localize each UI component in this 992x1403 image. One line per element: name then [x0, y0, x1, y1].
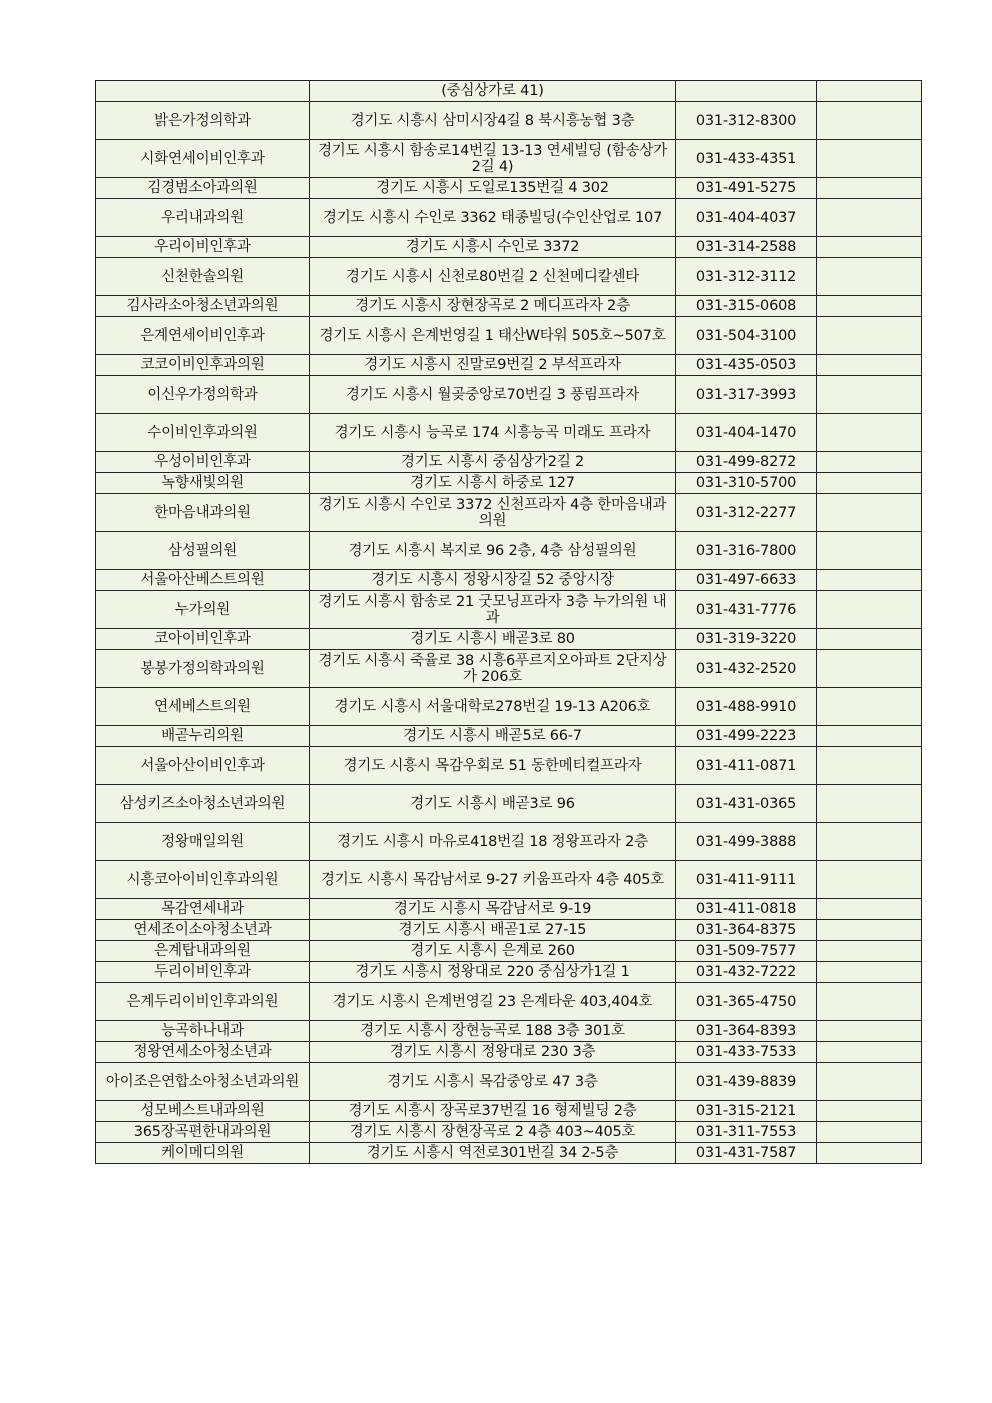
note-cell — [817, 899, 922, 920]
address-cell — [310, 473, 676, 494]
clinic-name-text: 밝은가정의학과 — [154, 112, 251, 129]
note-cell — [817, 178, 922, 199]
address-text: 경기도 시흥시 은계번영길 1 태산W타워 505호~507호 — [319, 327, 666, 344]
note-cell — [817, 532, 922, 570]
note-cell — [817, 140, 922, 178]
table-row — [96, 237, 922, 258]
table-row — [96, 785, 922, 823]
clinic-name-text: 성모베스트내과의원 — [140, 1103, 265, 1119]
clinic-name-text: 김사라소아청소년과의원 — [126, 298, 279, 314]
address-cell — [310, 414, 676, 452]
note-cell — [817, 941, 922, 962]
phone-text: 031-433-7533 — [695, 1044, 797, 1060]
table-row — [96, 823, 922, 861]
clinic-name-cell — [96, 1143, 310, 1164]
phone-text: 031-435-0503 — [695, 357, 797, 373]
phone-cell — [676, 199, 817, 237]
phone-cell — [676, 140, 817, 178]
address-text: 경기도 시흥시 정왕대로 230 3층 — [389, 1044, 596, 1060]
note-cell — [817, 296, 922, 317]
address-cell — [310, 570, 676, 591]
clinic-name-cell — [96, 650, 310, 688]
phone-text: 031-411-0818 — [695, 901, 797, 917]
clinic-name-text: 이신우가정의학과 — [147, 386, 258, 403]
phone-cell — [676, 823, 817, 861]
phone-cell — [676, 532, 817, 570]
phone-text: 031-504-3100 — [695, 327, 797, 344]
address-text: 경기도 시흥시 수인로 3372 신천프라자 4층 한마음내과의원 — [318, 496, 667, 529]
address-cell — [310, 726, 676, 747]
address-cell — [310, 452, 676, 473]
note-cell — [817, 494, 922, 532]
phone-cell — [676, 726, 817, 747]
clinic-name-text: 정왕매일의원 — [161, 833, 244, 850]
phone-text: 031-432-7222 — [695, 964, 797, 980]
note-cell — [817, 452, 922, 473]
phone-text: 031-509-7577 — [695, 943, 797, 959]
clinic-name-text: 김경범소아과의원 — [147, 180, 258, 196]
clinic-name-cell — [96, 1063, 310, 1101]
phone-text: 031-364-8375 — [695, 922, 797, 938]
clinic-name-cell — [96, 414, 310, 452]
address-cell — [310, 355, 676, 376]
clinic-name-cell — [96, 920, 310, 941]
address-text: 경기도 시흥시 도일로135번길 4 302 — [376, 180, 609, 196]
phone-text: 031-315-0608 — [695, 298, 797, 314]
clinic-name-cell — [96, 785, 310, 823]
address-text: 경기도 시흥시 정왕시장길 52 중앙시장 — [371, 572, 614, 588]
phone-text: 031-316-7800 — [695, 542, 797, 559]
note-cell — [817, 920, 922, 941]
table-row — [96, 688, 922, 726]
phone-cell — [676, 570, 817, 591]
phone-text: 031-439-8839 — [695, 1073, 797, 1090]
address-cell — [310, 920, 676, 941]
table-row — [96, 962, 922, 983]
table-row — [96, 473, 922, 494]
phone-cell — [676, 650, 817, 688]
address-text: 경기도 시흥시 진말로9번길 2 부석프라자 — [364, 357, 621, 373]
phone-cell — [676, 688, 817, 726]
phone-text: 031-364-8393 — [695, 1023, 797, 1039]
clinic-name-cell — [96, 899, 310, 920]
address-text: 경기도 시흥시 능곡로 174 시흥능곡 미래도 프라자 — [334, 424, 651, 441]
table-row — [96, 1042, 922, 1063]
note-cell — [817, 785, 922, 823]
phone-cell — [676, 1101, 817, 1122]
clinic-name-text: 코아이비인후과 — [154, 631, 251, 647]
clinic-name-cell — [96, 81, 310, 102]
address-text: 경기도 시흥시 함송로 21 굿모닝프라자 3층 누가의원 내과 — [318, 593, 667, 626]
phone-text: 031-311-7553 — [695, 1124, 797, 1140]
address-cell — [310, 650, 676, 688]
phone-cell — [676, 102, 817, 140]
phone-cell — [676, 899, 817, 920]
phone-cell — [676, 376, 817, 414]
address-cell — [310, 629, 676, 650]
address-cell — [310, 785, 676, 823]
clinic-name-cell — [96, 237, 310, 258]
table-row — [96, 81, 922, 102]
clinic-name-cell — [96, 473, 310, 494]
address-cell — [310, 199, 676, 237]
phone-cell — [676, 1042, 817, 1063]
note-cell — [817, 355, 922, 376]
clinic-name-cell — [96, 355, 310, 376]
clinic-name-text: 한마음내과의원 — [154, 504, 251, 521]
clinic-name-cell — [96, 296, 310, 317]
clinic-name-text: 연세조이소아청소년과 — [133, 922, 272, 938]
address-text: 경기도 시흥시 배곧1로 27-15 — [398, 922, 587, 938]
address-text: 경기도 시흥시 수인로 3372 — [405, 239, 580, 255]
clinic-name-text: 수이비인후과의원 — [147, 424, 258, 441]
clinic-name-cell — [96, 1101, 310, 1122]
address-text: 경기도 시흥시 배곧3로 96 — [410, 795, 575, 812]
note-cell — [817, 962, 922, 983]
phone-cell — [676, 983, 817, 1021]
phone-text: 031-319-3220 — [695, 631, 797, 647]
clinic-name-cell — [96, 570, 310, 591]
address-text: 경기도 시흥시 장현장곡로 2 4층 403~405호 — [349, 1124, 636, 1140]
clinic-name-text: 365장곡편한내과의원 — [133, 1124, 272, 1140]
phone-cell — [676, 747, 817, 785]
phone-text: 031-310-5700 — [695, 475, 797, 491]
note-cell — [817, 237, 922, 258]
table-row — [96, 591, 922, 629]
address-text: 경기도 시흥시 목감중앙로 47 3층 — [387, 1073, 598, 1090]
address-cell — [310, 317, 676, 355]
address-text: 경기도 시흥시 장현장곡로 2 메디프라자 2층 — [355, 298, 630, 314]
address-text: 경기도 시흥시 장곡로37번길 16 형제빌딩 2층 — [348, 1103, 637, 1119]
clinic-name-text: 아이조은연합소아청소년과의원 — [105, 1073, 300, 1090]
note-cell — [817, 258, 922, 296]
address-cell — [310, 1143, 676, 1164]
clinic-name-cell — [96, 102, 310, 140]
phone-cell — [676, 941, 817, 962]
address-text: 경기도 시흥시 수인로 3362 태종빌딩(수인산업로 107 — [322, 209, 663, 226]
note-cell — [817, 823, 922, 861]
table-row — [96, 317, 922, 355]
clinic-name-cell — [96, 199, 310, 237]
phone-cell — [676, 296, 817, 317]
table-row — [96, 1122, 922, 1143]
table-row — [96, 1101, 922, 1122]
phone-cell — [676, 317, 817, 355]
note-cell — [817, 726, 922, 747]
phone-text: 031-432-2520 — [695, 660, 797, 677]
address-cell — [310, 1063, 676, 1101]
note-cell — [817, 591, 922, 629]
clinic-name-cell — [96, 941, 310, 962]
address-text: 경기도 시흥시 역전로301번길 34 2-5층 — [366, 1145, 619, 1161]
phone-cell — [676, 920, 817, 941]
address-text: 경기도 시흥시 중심상가2길 2 — [400, 454, 585, 470]
address-cell — [310, 983, 676, 1021]
clinic-name-cell — [96, 726, 310, 747]
note-cell — [817, 102, 922, 140]
phone-cell — [676, 861, 817, 899]
address-cell — [310, 899, 676, 920]
phone-cell — [676, 494, 817, 532]
table-row — [96, 629, 922, 650]
clinic-name-text: 연세베스트의원 — [154, 698, 251, 715]
address-text: 경기도 시흥시 삼미시장4길 8 북시흥농협 3층 — [350, 112, 635, 129]
phone-cell — [676, 1143, 817, 1164]
table-row — [96, 140, 922, 178]
phone-cell — [676, 355, 817, 376]
note-cell — [817, 983, 922, 1021]
table-row — [96, 650, 922, 688]
clinic-name-text: 삼성키즈소아청소년과의원 — [119, 795, 286, 812]
phone-text: 031-411-0871 — [695, 757, 797, 774]
clinic-name-cell — [96, 258, 310, 296]
clinic-name-text: 두리이비인후과 — [154, 964, 251, 980]
table-row — [96, 726, 922, 747]
note-cell — [817, 1063, 922, 1101]
address-cell — [310, 823, 676, 861]
note-cell — [817, 1122, 922, 1143]
phone-cell — [676, 258, 817, 296]
clinic-name-text: 봉봉가정의학과의원 — [140, 660, 265, 677]
note-cell — [817, 317, 922, 355]
note-cell — [817, 688, 922, 726]
table-row — [96, 532, 922, 570]
address-text: 경기도 시흥시 복지로 96 2층, 4층 삼성필의원 — [348, 542, 637, 559]
clinic-name-text: 삼성필의원 — [167, 542, 238, 559]
clinic-name-cell — [96, 317, 310, 355]
clinic-name-text: 능곡하나내과 — [161, 1023, 244, 1039]
phone-text: 031-431-7587 — [695, 1145, 797, 1161]
table-row — [96, 899, 922, 920]
clinic-name-text: 우리이비인후과 — [154, 239, 251, 255]
clinic-name-text: 우성이비인후과 — [154, 454, 251, 470]
phone-cell — [676, 1021, 817, 1042]
phone-cell — [676, 473, 817, 494]
note-cell — [817, 861, 922, 899]
table-row — [96, 199, 922, 237]
clinic-name-cell — [96, 376, 310, 414]
address-cell — [310, 861, 676, 899]
clinic-name-text: 우리내과의원 — [161, 209, 244, 226]
address-text: 경기도 시흥시 목감남서로 9-27 키움프라자 4층 405호 — [320, 871, 665, 888]
note-cell — [817, 473, 922, 494]
address-text: 경기도 시흥시 신천로80번길 2 신천메디칼센타 — [345, 268, 640, 285]
clinic-name-text: 시흥코아이비인후과의원 — [126, 871, 279, 888]
clinic-name-text: 정왕연세소아청소년과 — [133, 1044, 272, 1060]
clinic-name-cell — [96, 1021, 310, 1042]
table-row — [96, 747, 922, 785]
clinic-name-cell — [96, 140, 310, 178]
clinic-name-cell — [96, 861, 310, 899]
address-text: 경기도 시흥시 은계로 260 — [410, 943, 575, 959]
phone-text: 031-312-3112 — [695, 268, 797, 285]
phone-text: 031-365-4750 — [695, 993, 797, 1010]
phone-cell — [676, 178, 817, 199]
address-cell — [310, 296, 676, 317]
table-row — [96, 355, 922, 376]
clinic-name-text: 녹향새빛의원 — [161, 475, 244, 491]
clinic-name-cell — [96, 688, 310, 726]
phone-text: 031-312-8300 — [695, 112, 797, 129]
table-row — [96, 178, 922, 199]
address-text: 경기도 시흥시 배곧5로 66-7 — [403, 728, 582, 744]
clinic-name-cell — [96, 983, 310, 1021]
clinic-name-text: 은계탑내과의원 — [154, 943, 251, 959]
address-text: 경기도 시흥시 장현능곡로 188 3층 301호 — [360, 1023, 625, 1039]
clinic-name-cell — [96, 532, 310, 570]
table-row — [96, 983, 922, 1021]
clinic-name-text: 시화연세이비인후과 — [140, 150, 265, 167]
note-cell — [817, 1042, 922, 1063]
table-row — [96, 376, 922, 414]
address-text: 경기도 시흥시 하중로 127 — [410, 475, 575, 491]
phone-cell — [676, 785, 817, 823]
table-row — [96, 920, 922, 941]
address-cell — [310, 747, 676, 785]
address-cell — [310, 591, 676, 629]
address-cell — [310, 102, 676, 140]
phone-text: 031-317-3993 — [695, 386, 797, 403]
note-cell — [817, 747, 922, 785]
clinic-name-text: 은계연세이비인후과 — [140, 327, 265, 344]
phone-text: 031-431-0365 — [695, 795, 797, 812]
address-cell — [310, 962, 676, 983]
phone-cell — [676, 629, 817, 650]
phone-text: 031-491-5275 — [695, 180, 797, 196]
phone-text: 031-404-4037 — [695, 209, 797, 226]
clinic-name-cell — [96, 747, 310, 785]
table-row — [96, 258, 922, 296]
address-cell — [310, 1101, 676, 1122]
phone-text: 031-433-4351 — [695, 150, 797, 167]
note-cell — [817, 650, 922, 688]
note-cell — [817, 414, 922, 452]
clinic-name-text: 목감연세내과 — [161, 901, 244, 917]
address-cell — [310, 494, 676, 532]
phone-text: 031-315-2121 — [695, 1103, 797, 1119]
note-cell — [817, 1021, 922, 1042]
phone-text: 031-499-8272 — [695, 454, 797, 470]
clinic-name-text: 신천한솔의원 — [161, 268, 244, 285]
clinic-name-text: 은계두리이비인후과의원 — [126, 993, 279, 1010]
phone-cell — [676, 237, 817, 258]
table-row — [96, 861, 922, 899]
phone-cell — [676, 1122, 817, 1143]
address-text: 경기도 시흥시 마유로418번길 18 정왕프라자 2층 — [337, 833, 648, 850]
note-cell — [817, 1101, 922, 1122]
address-text: 경기도 시흥시 목감우회로 51 동한메티컬프라자 — [343, 757, 642, 774]
address-text: 경기도 시흥시 서울대학로278번길 19-13 A206호 — [334, 698, 651, 715]
table-row — [96, 102, 922, 140]
note-cell — [817, 376, 922, 414]
clinic-table-body — [96, 81, 922, 1164]
address-cell: (중심상가로 41) — [310, 81, 676, 102]
table-row — [96, 1063, 922, 1101]
clinic-table — [95, 80, 922, 1164]
phone-cell — [676, 81, 817, 102]
clinic-name-cell — [96, 962, 310, 983]
phone-text: 031-314-2588 — [695, 239, 797, 255]
address-text: 경기도 시흥시 정왕대로 220 중심상가1길 1 — [355, 964, 630, 980]
phone-cell — [676, 1063, 817, 1101]
address-text: 경기도 시흥시 은계번영길 23 은계타운 403,404호 — [332, 993, 653, 1010]
address-cell — [310, 688, 676, 726]
table-row — [96, 494, 922, 532]
note-cell — [817, 629, 922, 650]
address-cell — [310, 237, 676, 258]
address-cell — [310, 1042, 676, 1063]
table-row — [96, 1143, 922, 1164]
address-text: 경기도 시흥시 함송로14번길 13-13 연세빌딩 (함송상가2길 4) — [317, 142, 668, 175]
phone-cell — [676, 962, 817, 983]
address-text: 경기도 시흥시 죽율로 38 시흥6푸르지오아파트 2단지상가 206호 — [318, 652, 667, 685]
table-row — [96, 414, 922, 452]
clinic-name-cell — [96, 178, 310, 199]
address-text: 경기도 시흥시 배곧3로 80 — [410, 631, 575, 647]
clinic-name-cell — [96, 823, 310, 861]
phone-text: 031-497-6633 — [695, 572, 797, 588]
phone-text: 031-431-7776 — [695, 601, 797, 618]
phone-text: 031-499-2223 — [695, 728, 797, 744]
table-row — [96, 941, 922, 962]
note-cell — [817, 1143, 922, 1164]
note-cell — [817, 570, 922, 591]
clinic-name-cell — [96, 494, 310, 532]
phone-text: 031-488-9910 — [695, 698, 797, 715]
phone-text: 031-411-9111 — [695, 871, 797, 888]
address-cell — [310, 941, 676, 962]
address-text: 경기도 시흥시 목감남서로 9-19 — [393, 901, 592, 917]
address-cell — [310, 376, 676, 414]
clinic-name-text: 케이메디의원 — [161, 1145, 244, 1161]
table-row — [96, 452, 922, 473]
address-cell — [310, 258, 676, 296]
clinic-name-text: 누가의원 — [174, 601, 231, 618]
clinic-name-cell — [96, 629, 310, 650]
address-cell — [310, 178, 676, 199]
note-cell — [817, 81, 922, 102]
table-row — [96, 1021, 922, 1042]
phone-cell — [676, 591, 817, 629]
phone-cell — [676, 414, 817, 452]
phone-text: 031-404-1470 — [695, 424, 797, 441]
clinic-name-text: 서울아산베스트의원 — [140, 572, 265, 588]
table-row — [96, 296, 922, 317]
clinic-name-cell — [96, 452, 310, 473]
address-cell — [310, 1122, 676, 1143]
clinic-name-text: 코코이비인후과의원 — [140, 357, 265, 373]
address-cell — [310, 140, 676, 178]
note-cell — [817, 199, 922, 237]
address-cell — [310, 532, 676, 570]
phone-text: 031-499-3888 — [695, 833, 797, 850]
clinic-name-text: 배곧누리의원 — [161, 728, 244, 744]
phone-cell — [676, 452, 817, 473]
clinic-name-text: 서울아산이비인후과 — [140, 757, 265, 774]
table-row — [96, 570, 922, 591]
address-cell — [310, 1021, 676, 1042]
phone-text: 031-312-2277 — [695, 504, 797, 521]
clinic-name-cell — [96, 591, 310, 629]
clinic-name-cell — [96, 1122, 310, 1143]
address-text: 경기도 시흥시 월곶중앙로70번길 3 풍림프라자 — [345, 386, 640, 403]
clinic-name-cell — [96, 1042, 310, 1063]
